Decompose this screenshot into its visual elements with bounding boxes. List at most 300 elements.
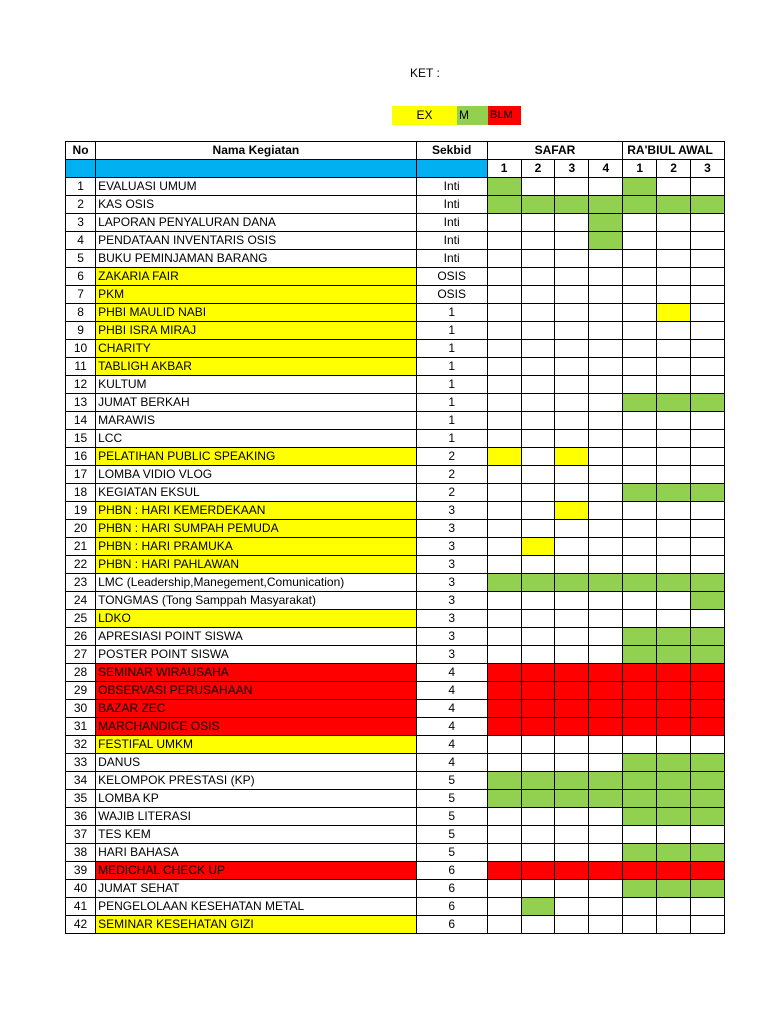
week-label: 3 <box>555 160 589 178</box>
schedule-cell <box>487 304 521 322</box>
schedule-cell <box>623 520 657 538</box>
schedule-cell <box>657 736 691 754</box>
schedule-cell <box>555 376 589 394</box>
schedule-cell <box>623 844 657 862</box>
schedule-cell <box>691 304 725 322</box>
schedule-cell <box>521 556 555 574</box>
schedule-cell <box>657 718 691 736</box>
row-number: 27 <box>66 646 96 664</box>
schedule-cell <box>589 844 623 862</box>
week-label: 3 <box>691 160 725 178</box>
schedule-cell <box>487 286 521 304</box>
schedule-cell <box>521 448 555 466</box>
schedule-cell <box>691 592 725 610</box>
activity-row <box>66 898 725 916</box>
schedule-cell <box>555 880 589 898</box>
row-number: 25 <box>66 610 96 628</box>
schedule-cell <box>657 358 691 376</box>
header-name: Nama Kegiatan <box>96 142 417 160</box>
activity-row <box>66 340 725 358</box>
activity-row <box>66 628 725 646</box>
schedule-cell <box>555 772 589 790</box>
schedule-cell <box>589 448 623 466</box>
sekbid-value: 1 <box>416 394 487 412</box>
schedule-cell <box>657 304 691 322</box>
sekbid-value: 6 <box>416 880 487 898</box>
schedule-cell <box>487 664 521 682</box>
schedule-cell <box>521 808 555 826</box>
schedule-cell <box>555 286 589 304</box>
sekbid-value: 2 <box>416 466 487 484</box>
schedule-cell <box>589 898 623 916</box>
row-number: 20 <box>66 520 96 538</box>
schedule-cell <box>623 556 657 574</box>
schedule-cell <box>555 538 589 556</box>
activity-row <box>66 826 725 844</box>
activity-name: PKM <box>96 286 417 304</box>
activity-name: POSTER POINT SISWA <box>96 646 417 664</box>
schedule-cell <box>555 862 589 880</box>
schedule-cell <box>657 880 691 898</box>
schedule-cell <box>623 250 657 268</box>
sekbid-value: 5 <box>416 772 487 790</box>
schedule-cell <box>691 466 725 484</box>
schedule-cell <box>521 754 555 772</box>
schedule-cell <box>657 232 691 250</box>
activity-row <box>66 304 725 322</box>
sekbid-value: 1 <box>416 376 487 394</box>
row-number: 4 <box>66 232 96 250</box>
schedule-cell <box>521 772 555 790</box>
schedule-cell <box>623 304 657 322</box>
activity-row <box>66 178 725 196</box>
schedule-cell <box>657 538 691 556</box>
schedule-cell <box>521 736 555 754</box>
row-number: 9 <box>66 322 96 340</box>
week-label: 2 <box>521 160 555 178</box>
sekbid-value: OSIS <box>416 286 487 304</box>
activity-row <box>66 754 725 772</box>
schedule-cell <box>623 628 657 646</box>
schedule-cell <box>691 610 725 628</box>
schedule-cell <box>657 520 691 538</box>
schedule-cell <box>521 916 555 934</box>
schedule-cell <box>555 250 589 268</box>
activity-name: OBSERVASI PERUSAHAAN <box>96 682 417 700</box>
schedule-cell <box>487 700 521 718</box>
schedule-cell <box>555 304 589 322</box>
schedule-cell <box>521 628 555 646</box>
sekbid-value: 1 <box>416 322 487 340</box>
schedule-cell <box>487 430 521 448</box>
activity-row <box>66 736 725 754</box>
schedule-cell <box>589 502 623 520</box>
schedule-cell <box>657 628 691 646</box>
schedule-cell <box>487 520 521 538</box>
schedule-cell <box>487 358 521 376</box>
schedule-cell <box>589 538 623 556</box>
schedule-cell <box>657 178 691 196</box>
schedule-cell <box>623 466 657 484</box>
sekbid-value: 5 <box>416 790 487 808</box>
schedule-cell <box>691 394 725 412</box>
schedule-cell <box>589 754 623 772</box>
schedule-cell <box>589 376 623 394</box>
activity-name: KULTUM <box>96 376 417 394</box>
activity-name: LDKO <box>96 610 417 628</box>
schedule-cell <box>487 232 521 250</box>
sekbid-value: 3 <box>416 610 487 628</box>
schedule-cell <box>589 862 623 880</box>
schedule-cell <box>691 412 725 430</box>
schedule-cell <box>521 358 555 376</box>
activity-name: JUMAT SEHAT <box>96 880 417 898</box>
activity-name: EVALUASI UMUM <box>96 178 417 196</box>
schedule-cell <box>691 250 725 268</box>
activity-row <box>66 700 725 718</box>
schedule-cell <box>589 610 623 628</box>
schedule-cell <box>487 772 521 790</box>
schedule-cell <box>623 214 657 232</box>
row-number: 8 <box>66 304 96 322</box>
schedule-cell <box>487 844 521 862</box>
schedule-cell <box>657 664 691 682</box>
activity-name: FESTIFAL UMKM <box>96 736 417 754</box>
schedule-cell <box>589 700 623 718</box>
schedule-cell <box>555 430 589 448</box>
activity-name: LCC <box>96 430 417 448</box>
activity-name: JUMAT BERKAH <box>96 394 417 412</box>
activity-row <box>66 610 725 628</box>
schedule-cell <box>623 736 657 754</box>
sekbid-value: 3 <box>416 502 487 520</box>
activity-row <box>66 844 725 862</box>
subheader-fill <box>416 160 487 178</box>
schedule-cell <box>555 178 589 196</box>
schedule-cell <box>691 196 725 214</box>
activity-name: KAS OSIS <box>96 196 417 214</box>
schedule-cell <box>487 484 521 502</box>
activity-name: PHBI MAULID NABI <box>96 304 417 322</box>
schedule-cell <box>623 358 657 376</box>
schedule-cell <box>657 412 691 430</box>
schedule-cell <box>555 574 589 592</box>
schedule-cell <box>657 340 691 358</box>
activity-row <box>66 268 725 286</box>
schedule-cell <box>521 664 555 682</box>
schedule-cell <box>487 646 521 664</box>
schedule-cell <box>555 232 589 250</box>
schedule-cell <box>589 322 623 340</box>
schedule-cell <box>691 322 725 340</box>
schedule-cell <box>487 898 521 916</box>
row-number: 36 <box>66 808 96 826</box>
schedule-cell <box>691 178 725 196</box>
schedule-cell <box>487 808 521 826</box>
activity-row <box>66 538 725 556</box>
schedule-cell <box>589 664 623 682</box>
schedule-cell <box>657 646 691 664</box>
activity-name: LOMBA KP <box>96 790 417 808</box>
activity-row <box>66 862 725 880</box>
activity-name: HARI BAHASA <box>96 844 417 862</box>
sekbid-value: 2 <box>416 448 487 466</box>
schedule-cell <box>623 772 657 790</box>
schedule-cell <box>691 880 725 898</box>
schedule-cell <box>521 250 555 268</box>
schedule-cell <box>589 520 623 538</box>
schedule-cell <box>691 268 725 286</box>
sekbid-value: 5 <box>416 844 487 862</box>
schedule-cell <box>623 682 657 700</box>
schedule-cell <box>691 790 725 808</box>
subheader-fill <box>66 160 96 178</box>
activity-row <box>66 880 725 898</box>
sekbid-value: 3 <box>416 592 487 610</box>
schedule-cell <box>521 700 555 718</box>
schedule-cell <box>521 286 555 304</box>
schedule-cell <box>691 358 725 376</box>
schedule-cell <box>691 754 725 772</box>
schedule-cell <box>521 412 555 430</box>
schedule-cell <box>657 772 691 790</box>
sekbid-value: 4 <box>416 718 487 736</box>
schedule-cell <box>487 862 521 880</box>
row-number: 22 <box>66 556 96 574</box>
schedule-cell <box>589 628 623 646</box>
schedule-cell <box>487 736 521 754</box>
row-number: 12 <box>66 376 96 394</box>
schedule-cell <box>589 196 623 214</box>
schedule-cell <box>691 430 725 448</box>
schedule-cell <box>521 592 555 610</box>
activity-name: PENDATAAN INVENTARIS OSIS <box>96 232 417 250</box>
activity-row <box>66 196 725 214</box>
schedule-cell <box>589 430 623 448</box>
row-number: 42 <box>66 916 96 934</box>
activity-name: PHBN : HARI PRAMUKA <box>96 538 417 556</box>
schedule-cell <box>555 736 589 754</box>
sekbid-value: 5 <box>416 808 487 826</box>
schedule-cell <box>657 844 691 862</box>
activity-row <box>66 376 725 394</box>
row-number: 35 <box>66 790 96 808</box>
schedule-cell <box>623 574 657 592</box>
sekbid-value: Inti <box>416 196 487 214</box>
activity-row <box>66 520 725 538</box>
schedule-cell <box>487 196 521 214</box>
row-number: 40 <box>66 880 96 898</box>
schedule-cell <box>657 790 691 808</box>
activity-row <box>66 250 725 268</box>
schedule-cell <box>623 196 657 214</box>
schedule-cell <box>521 196 555 214</box>
schedule-cell <box>623 610 657 628</box>
schedule-cell <box>657 196 691 214</box>
schedule-cell <box>623 700 657 718</box>
schedule-cell <box>521 232 555 250</box>
schedule-cell <box>589 286 623 304</box>
schedule-cell <box>657 682 691 700</box>
schedule-cell <box>691 736 725 754</box>
row-number: 1 <box>66 178 96 196</box>
schedule-cell <box>521 610 555 628</box>
schedule-cell <box>521 898 555 916</box>
schedule-cell <box>691 844 725 862</box>
schedule-cell <box>555 844 589 862</box>
activity-name: PHBN : HARI SUMPAH PEMUDA <box>96 520 417 538</box>
schedule-cell <box>691 628 725 646</box>
activity-name: CHARITY <box>96 340 417 358</box>
schedule-cell <box>487 340 521 358</box>
activity-name: TES KEM <box>96 826 417 844</box>
activity-row <box>66 718 725 736</box>
schedule-cell <box>487 610 521 628</box>
schedule-cell <box>555 214 589 232</box>
subheader-fill <box>96 160 417 178</box>
schedule-cell <box>521 322 555 340</box>
schedule-cell <box>487 502 521 520</box>
schedule-cell <box>521 304 555 322</box>
schedule-cell <box>555 682 589 700</box>
row-number: 26 <box>66 628 96 646</box>
schedule-cell <box>521 646 555 664</box>
schedule-cell <box>623 286 657 304</box>
sekbid-value: 6 <box>416 862 487 880</box>
schedule-cell <box>555 196 589 214</box>
schedule-cell <box>589 304 623 322</box>
schedule-cell <box>691 574 725 592</box>
schedule-cell <box>657 574 691 592</box>
schedule-sheet <box>65 141 713 946</box>
activity-row <box>66 772 725 790</box>
activity-row <box>66 574 725 592</box>
row-number: 31 <box>66 718 96 736</box>
schedule-cell <box>487 880 521 898</box>
schedule-cell <box>555 484 589 502</box>
schedule-cell <box>555 664 589 682</box>
schedule-cell <box>521 430 555 448</box>
schedule-cell <box>521 376 555 394</box>
schedule-cell <box>623 394 657 412</box>
schedule-cell <box>589 718 623 736</box>
schedule-cell <box>555 340 589 358</box>
sekbid-value: 4 <box>416 754 487 772</box>
schedule-cell <box>657 394 691 412</box>
row-number: 38 <box>66 844 96 862</box>
activity-name: LOMBA VIDIO VLOG <box>96 466 417 484</box>
schedule-cell <box>691 808 725 826</box>
schedule-cell <box>691 214 725 232</box>
schedule-cell <box>657 700 691 718</box>
row-number: 30 <box>66 700 96 718</box>
schedule-cell <box>521 394 555 412</box>
schedule-cell <box>691 484 725 502</box>
row-number: 34 <box>66 772 96 790</box>
activity-row <box>66 448 725 466</box>
schedule-cell <box>521 502 555 520</box>
schedule-cell <box>657 754 691 772</box>
activity-name: ZAKARIA FAIR <box>96 268 417 286</box>
activity-row <box>66 556 725 574</box>
sekbid-value: 1 <box>416 412 487 430</box>
activity-row <box>66 394 725 412</box>
row-number: 15 <box>66 430 96 448</box>
schedule-cell <box>487 790 521 808</box>
schedule-cell <box>487 214 521 232</box>
schedule-cell <box>555 268 589 286</box>
schedule-cell <box>521 862 555 880</box>
schedule-cell <box>521 268 555 286</box>
row-number: 33 <box>66 754 96 772</box>
schedule-cell <box>589 178 623 196</box>
schedule-cell <box>657 250 691 268</box>
sekbid-value: OSIS <box>416 268 487 286</box>
sekbid-value: 1 <box>416 304 487 322</box>
row-number: 17 <box>66 466 96 484</box>
row-number: 16 <box>66 448 96 466</box>
schedule-cell <box>487 538 521 556</box>
schedule-cell <box>555 466 589 484</box>
schedule-cell <box>691 286 725 304</box>
ket-label: KET : <box>410 66 440 80</box>
schedule-cell <box>589 826 623 844</box>
activity-name: SEMINAR KESEHATAN GIZI <box>96 916 417 934</box>
schedule-cell <box>555 790 589 808</box>
schedule-cell <box>487 448 521 466</box>
schedule-cell <box>555 322 589 340</box>
sekbid-value: 3 <box>416 574 487 592</box>
schedule-cell <box>555 448 589 466</box>
row-number: 18 <box>66 484 96 502</box>
schedule-cell <box>691 916 725 934</box>
schedule-cell <box>691 520 725 538</box>
schedule-cell <box>623 448 657 466</box>
row-number: 2 <box>66 196 96 214</box>
header-month-safar: SAFAR <box>487 142 623 160</box>
schedule-cell <box>691 772 725 790</box>
header-no: No <box>66 142 96 160</box>
activity-row <box>66 664 725 682</box>
schedule-cell <box>657 214 691 232</box>
header-month-rabiul-awal: RA'BIUL AWAL <box>623 142 725 160</box>
schedule-cell <box>487 682 521 700</box>
schedule-cell <box>623 376 657 394</box>
sekbid-value: 4 <box>416 664 487 682</box>
row-number: 11 <box>66 358 96 376</box>
activity-name: PENGELOLAAN KESEHATAN METAL <box>96 898 417 916</box>
sekbid-value: Inti <box>416 178 487 196</box>
schedule-cell <box>555 520 589 538</box>
schedule-cell <box>521 574 555 592</box>
schedule-cell <box>657 466 691 484</box>
schedule-cell <box>487 394 521 412</box>
row-number: 7 <box>66 286 96 304</box>
schedule-cell <box>555 898 589 916</box>
activity-name: MARCHANDICE OSIS <box>96 718 417 736</box>
row-number: 14 <box>66 412 96 430</box>
schedule-cell <box>589 646 623 664</box>
legend-m: M <box>457 106 488 125</box>
schedule-cell <box>657 916 691 934</box>
schedule-cell <box>691 700 725 718</box>
schedule-cell <box>521 718 555 736</box>
week-row <box>66 160 725 178</box>
schedule-cell <box>589 556 623 574</box>
schedule-cell <box>555 394 589 412</box>
row-number: 21 <box>66 538 96 556</box>
schedule-cell <box>521 844 555 862</box>
